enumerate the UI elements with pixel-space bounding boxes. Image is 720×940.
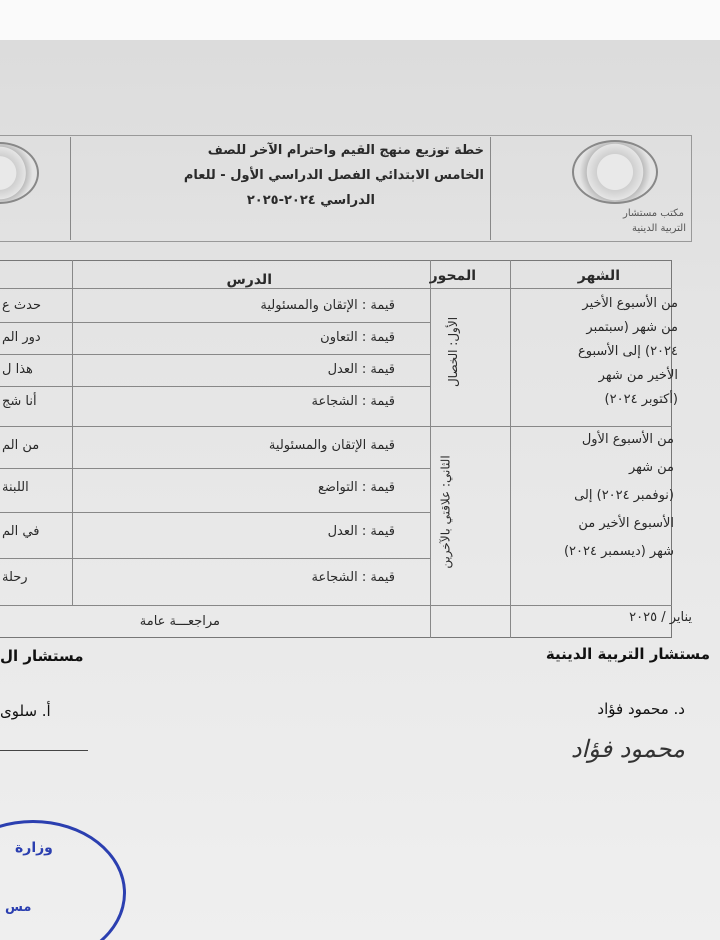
month-line: (نوفمبر ٢٠٢٤) إلى [574,488,674,503]
lesson-row-line [0,386,430,387]
month-line: (أكتوبر ٢٠٢٤) [604,392,678,407]
lesson-row-line [0,322,430,323]
lesson-name: قيمة : الشجاعة [311,570,395,585]
month-line: ٢٠٢٤) إلى الأسبوع [578,344,678,359]
cut-cell: هذا ل [2,362,33,377]
cut-cell: من الم [2,438,40,453]
month-line: من الأسبوع الأخير [582,296,678,311]
signature-title-right: مستشار التربية الدينية [545,645,710,663]
column-header-lesson: الدرس [226,272,272,288]
cut-cell: حدث ع [2,298,41,313]
axis-label: الأول: الخصال [445,316,460,388]
lesson-name: قيمة : العدل [327,524,395,539]
handwritten-signature: محمود فؤاد [570,735,685,763]
ministry-line-2: التربية الدينية [632,223,686,234]
ministry-seal-icon [572,140,658,204]
month-line: شهر (ديسمبر ٢٠٢٤) [563,544,674,559]
month-line: من الأسبوع الأول [581,432,674,447]
lesson-name: قيمة : التعاون [320,330,395,345]
cut-cell: أنا شج [2,394,37,409]
month-line: من شهر [628,460,674,475]
lesson-name: قيمة : التواضع [317,480,395,495]
col-divider-month [510,260,511,638]
month-line: من شهر (سبتمبر [586,320,678,335]
month-line: الأسبوع الأخير من [578,516,674,531]
lesson-row-line [0,512,430,513]
column-header-axis: المحور [429,268,476,284]
final-month: يناير / ٢٠٢٥ [629,610,692,625]
signature-line-left [0,750,88,751]
cut-cell: في الم [2,524,40,539]
top-strip [0,0,720,40]
cut-cell: اللبنة [2,480,29,495]
page-title-line-3: الدراسي ٢٠٢٤-٢٠٢٥ [246,193,375,208]
official-stamp-icon [0,820,126,940]
group-divider-line [0,426,672,427]
lesson-name: قيمة : الإتقان والمسئولية [260,298,395,313]
signature-title-left: مستشار ال [0,647,84,665]
signature-name-left: أ. سلوى [0,702,51,720]
column-header-month: الشهر [577,268,620,284]
stamp-text: مس [5,900,32,915]
stamp-text: وزارة [15,840,53,856]
lesson-row-line [0,354,430,355]
cut-cell: رحلة [2,570,28,585]
final-lesson: مراجعـــة عامة [139,614,220,629]
document-page [0,40,720,940]
signature-name-right: د. محمود فؤاد [597,700,685,718]
axis-label: الثاني: علاقتي بالآخرين [438,455,453,569]
cut-cell: دور الم [2,330,41,345]
lesson-row-line [0,558,430,559]
month-line: الأخير من شهر [598,368,678,383]
lesson-name: قيمة : العدل [327,362,395,377]
header-divider-right [490,137,491,240]
lesson-name: قيمة الإتقان والمسئولية [268,438,395,453]
lesson-row-line [0,468,430,469]
page-title-line-2: الخامس الابتدائي الفصل الدراسي الأول - للعام [183,168,484,183]
col-divider-lesson [72,260,73,605]
header-divider-left [70,137,71,240]
final-row-line [0,605,672,606]
ministry-line-1: مكتب مستشار [623,208,684,219]
page-title-line-1: خطة توزيع منهج القيم واحترام الآخر للصف [207,143,484,158]
col-divider-axis [430,260,431,638]
header-row-line [0,288,672,289]
lesson-name: قيمة : الشجاعة [311,394,395,409]
